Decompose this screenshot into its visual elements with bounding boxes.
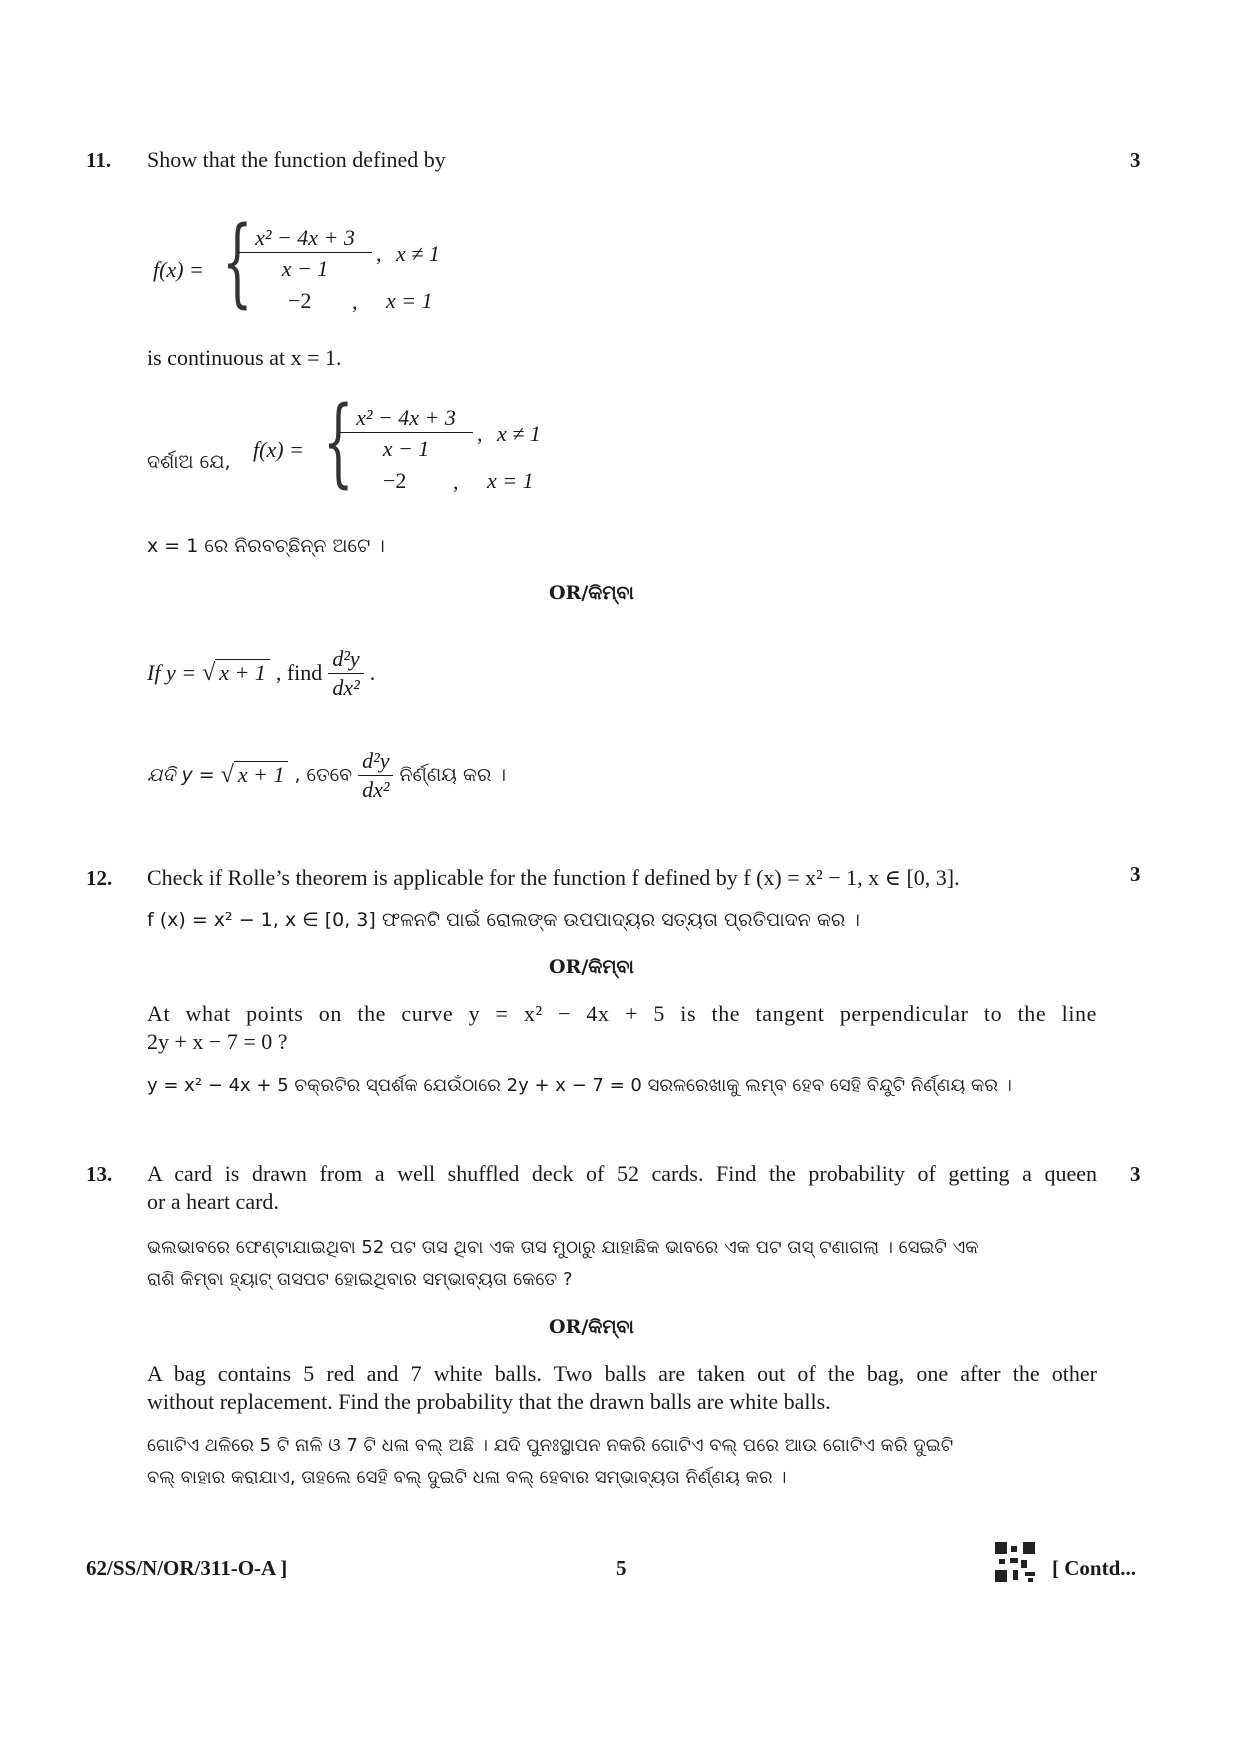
denominator: x − 1 (281, 256, 329, 281)
or-divider-13: OR/କିମ୍ବା (549, 1316, 634, 1338)
comma-1-odia: , (477, 421, 483, 446)
question-12-alternate-line2: 2y + x − 7 = 0 ? (147, 1029, 288, 1054)
comma-2: , (352, 289, 358, 314)
alt-mid-odia: , ତେବେ (294, 764, 353, 786)
sqrt-radicand-odia: x + 1 (234, 761, 289, 787)
value-2-odia: −2 (383, 468, 407, 493)
sqrt-expression-odia (221, 761, 289, 789)
question-13-number: 13. (86, 1162, 113, 1186)
question-11-intro: Show that the function defined by (147, 147, 446, 172)
question-13-line1: A card is drawn from a well shuffled deck of 52 cards. Find the probability of getting a queen (147, 1161, 1097, 1186)
sqrt-expression (202, 659, 270, 687)
question-13-alternate-line2: without replacement. Find the probability that the drawn balls are white balls. (147, 1389, 831, 1414)
second-derivative-fraction-odia (358, 747, 393, 804)
condition-2-odia: x = 1 (487, 468, 534, 493)
sqrt-radicand: x + 1 (215, 659, 270, 685)
question-12-alternate-odia: y = x² − 4x + 5 ଚକ୍ରଟିର ସ୍ପର୍ଶକ ଯେଉଁଠାରେ 2y + x − 7 = 0 ସରଳରେଖାକୁ ଲମ୍ବ ହେବ ସେହି ବିନ୍ଦୁଟି ନିର୍ଣ୍ଣୟ କର । (147, 1075, 1012, 1096)
numerator-odia: x² − 4x + 3 (339, 404, 473, 433)
question-11-outro-odia: x = 1 ରେ ନିରବଚ୍ଛିନ୍ନ ଅଟେ । (147, 535, 385, 557)
question-13-alternate-line1: A bag contains 5 red and 7 white balls. Two balls are taken out of the bag, one after the other (147, 1361, 1097, 1386)
piecewise-function-odia (253, 386, 583, 502)
fx-label-odia: f(x) = (253, 437, 304, 462)
fraction-denominator-odia: dx² (362, 776, 390, 802)
question-11-outro: is continuous at x = 1. (147, 345, 342, 370)
or-divider-12: OR/କିମ୍ବା (549, 956, 634, 978)
question-12-text-odia: f (x) = x² − 1, x ∈ [0, 3] ଫଳନଟି ପାଇଁ ରୋଲଙ୍କ ଉପପାଦ୍ୟର ସତ୍ୟତା ପ୍ରତିପାଦନ କର । (147, 909, 860, 931)
condition-1: x ≠ 1 (396, 241, 440, 266)
denominator-odia: x − 1 (382, 436, 430, 461)
question-12-number: 12. (86, 866, 113, 890)
question-13-alternate-odia-line2: ବଲ୍ ବାହାର କରାଯାଏ, ତାହଲେ ସେହି ବଲ୍ ଦୁଇଟି ଧଳା ବଲ୍ ହେବାର ସମ୍ଭାବ୍ୟତା ନିର୍ଣ୍ଣୟ କର । (147, 1467, 787, 1488)
fraction-numerator-odia: d²y (358, 747, 393, 776)
page-number: 5 (616, 1556, 627, 1580)
question-13-marks: 3 (1130, 1162, 1141, 1186)
brace-symbol-odia: { (323, 386, 354, 498)
second-derivative-fraction (328, 645, 363, 702)
fraction-denominator: dx² (332, 674, 360, 700)
fraction-numerator: d²y (328, 645, 363, 674)
alt-end-odia: ନିର୍ଣ୍ଣୟ କର । (399, 764, 507, 786)
piecewise-function-en (150, 206, 480, 322)
question-11-alternate (147, 638, 375, 708)
fx-label: f(x) = (153, 257, 204, 282)
value-2: −2 (288, 288, 312, 313)
radical-sign: √ (202, 660, 216, 686)
question-11-intro-odia: ଦର୍ଶାଅ ଯେ, (147, 451, 231, 473)
continued-label: [ Contd... (1052, 1556, 1137, 1580)
comma-2-odia: , (453, 469, 459, 494)
question-11-marks: 3 (1130, 148, 1141, 172)
question-13-line2: or a heart card. (147, 1189, 279, 1214)
alt-end: . (369, 660, 376, 685)
comma-1: , (376, 241, 382, 266)
alt-mid: , find (275, 660, 323, 685)
question-12-text: Check if Rolle’s theorem is applicable for the function f defined by f (x) = x² − 1, x ∈ [0, 3]. (147, 865, 960, 890)
question-13-odia-line1: ଭଲଭାବରେ ଫେଣ୍ଟାଯାଇଥିବା 52 ପଟ ତାସ ଥିବା ଏକ ତାସ ମୁଠାରୁ ଯାହାଛିକ ଭାବରେ ଏକ ପଟ ତାସ୍ ଟଣାଗଲା । ସେଇଟି ଏକ (147, 1237, 979, 1258)
question-11-number: 11. (86, 148, 112, 172)
question-12-marks: 3 (1130, 862, 1141, 886)
or-divider-11: OR/କିମ୍ବା (549, 582, 634, 604)
question-13-alternate-odia-line1: ଗୋଟିଏ ଥଳିରେ 5 ଟି ନାଳି ଓ 7 ଟି ଧଳା ବଲ୍ ଅଛି । ଯଦି ପୁନଃସ୍ଥାପନ ନକରି ଗୋଟିଏ ବଲ୍ ପରେ ଆଉ ଗୋଟିଏ କରି ଦୁଇଟି (147, 1435, 954, 1456)
condition-2: x = 1 (386, 288, 433, 313)
alt-prefix-odia: ଯଦି y = (147, 764, 215, 786)
question-12-alternate-line1: At what points on the curve y = x² − 4x + 5 is the tangent perpendicular to the line (147, 1001, 1097, 1026)
paper-code: 62/SS/N/OR/311-O-A ] (86, 1556, 288, 1580)
question-13-odia-line2: ରାଶି କିମ୍ବା ହ୍ୟାଟ୍ ତାସପଟ ହୋଇଥିବାର ସମ୍ଭାବ୍ୟତା କେତେ ? (147, 1269, 573, 1290)
radical-sign-odia: √ (220, 762, 234, 788)
brace-symbol: { (222, 206, 253, 318)
numerator: x² − 4x + 3 (238, 224, 372, 253)
alt-prefix: If y = (147, 660, 197, 685)
condition-1-odia: x ≠ 1 (497, 421, 541, 446)
qr-code-icon (995, 1542, 1035, 1582)
question-11-alternate-odia (147, 740, 506, 810)
